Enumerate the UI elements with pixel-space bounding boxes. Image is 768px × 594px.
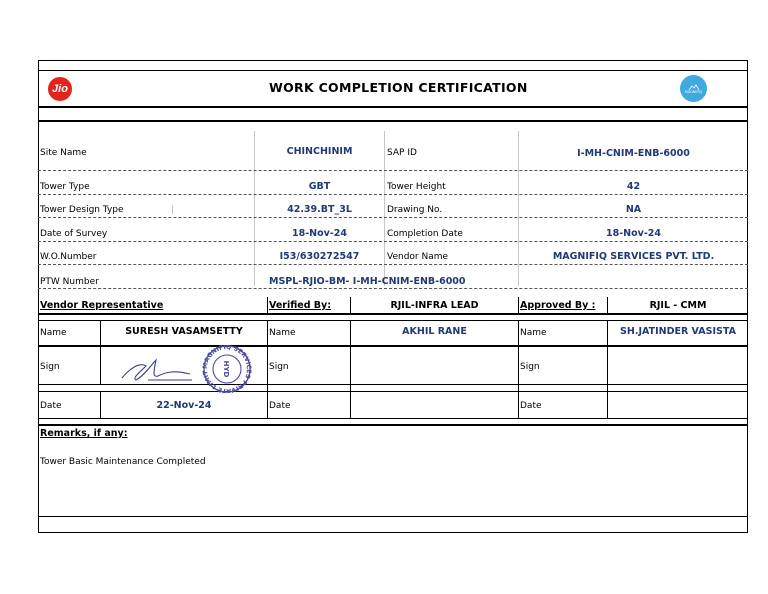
approver-name-label: Name [520, 328, 547, 338]
row-rule [38, 288, 748, 289]
survey-label: Date of Survey [40, 229, 108, 239]
grid-rule [38, 313, 748, 315]
verifier-sign-label: Sign [269, 362, 289, 372]
row-rule [38, 241, 748, 242]
grid-border [267, 320, 268, 418]
tower-type-value: GBT [308, 181, 331, 192]
cell-border [518, 297, 519, 313]
approved-by-heading: Approved By : [520, 300, 596, 311]
tower-height-label: Tower Height [387, 182, 446, 192]
approved-role: RJIL - CMM [649, 300, 707, 311]
cell-border [350, 297, 351, 313]
sap-id-value: I-MH-CNIM-ENB-6000 [577, 148, 690, 159]
vendor-label: Vendor Name [387, 252, 449, 262]
tower-height-value: 42 [626, 181, 641, 192]
vendor-rep-name: SURESH VASAMSETTY [125, 326, 243, 337]
remarks-heading: Remarks, if any: [40, 428, 128, 439]
header-bottom-rule [38, 106, 748, 108]
row-rule [38, 264, 748, 265]
grid-rule [38, 320, 748, 321]
tower-design-label: Tower Design Type [40, 205, 124, 215]
row-rule [38, 170, 748, 171]
completion-label: Completion Date [387, 229, 463, 239]
drawing-value: NA [625, 204, 642, 215]
vendor-rep-heading: Vendor Representative [40, 300, 164, 311]
wo-label: W.O.Number [40, 252, 97, 262]
svg-text:HYD: HYD [222, 360, 230, 378]
ptw-value: MSPL-RJIO-BM- I-MH-CNIM-ENB-6000 [269, 276, 466, 287]
jio-logo: Jio [48, 77, 72, 101]
grid-rule [38, 391, 748, 392]
stamp-seal-icon [190, 345, 264, 393]
grid-border [100, 345, 101, 384]
vendor-name-label: Name [40, 328, 67, 338]
survey-value: 18-Nov-24 [292, 228, 347, 239]
site-name-value: CHINCHINIM [286, 146, 353, 157]
vendor-signature [118, 350, 198, 384]
grid-border [518, 320, 519, 418]
company-stamp [190, 345, 264, 393]
cell-border [267, 297, 268, 313]
approver-date-label: Date [520, 401, 542, 411]
col-sep-2 [384, 131, 385, 286]
verifier-date-label: Date [269, 401, 291, 411]
vendor-date: 22-Nov-24 [156, 400, 212, 411]
magnifiq-logo-text: MAGNIFIQ [684, 90, 703, 94]
grid-rule [38, 424, 748, 426]
section-rule [38, 120, 748, 122]
wo-value: I53/630272547 [279, 251, 360, 262]
svg-text:MAGNIFIQ SERVICES PRIVATE LIMI: MAGNIFIQ SERVICES PRIVATE LIMIT [201, 345, 253, 393]
page-title: WORK COMPLETION CERTIFICATION [269, 80, 528, 95]
tower-type-label: Tower Type [40, 182, 90, 192]
ptw-label: PTW Number [40, 277, 99, 287]
approver-sign-label: Sign [520, 362, 540, 372]
header-top-rule [38, 70, 748, 71]
grid-rule [38, 418, 748, 419]
remarks-bottom-rule [38, 516, 748, 517]
drawing-label: Drawing No. [387, 205, 443, 215]
vendor-sign-label: Sign [40, 362, 60, 372]
vendor-value: MAGNIFIQ SERVICES PVT. LTD. [552, 251, 715, 262]
cell-border [607, 297, 608, 313]
col-sep-4 [172, 205, 173, 214]
verifier-name-label: Name [269, 328, 296, 338]
grid-rule [38, 384, 748, 385]
vendor-date-label: Date [40, 401, 62, 411]
grid-rule [38, 345, 748, 347]
sap-id-label: SAP ID [387, 148, 417, 158]
verified-role: RJIL-INFRA LEAD [390, 300, 479, 311]
row-rule [38, 217, 748, 218]
remarks-text: Tower Basic Maintenance Completed [40, 457, 206, 467]
magnifiq-logo [680, 75, 707, 102]
mountain-icon [680, 75, 707, 102]
row-rule [38, 194, 748, 195]
completion-value: 18-Nov-24 [606, 228, 661, 239]
tower-design-value: 42.39.BT_3L [287, 204, 352, 215]
site-name-label: Site Name [40, 148, 87, 158]
verifier-name: AKHIL RANE [402, 326, 467, 337]
approver-name: SH.JATINDER VASISTA [620, 326, 736, 337]
verified-by-heading: Verified By: [269, 300, 332, 311]
